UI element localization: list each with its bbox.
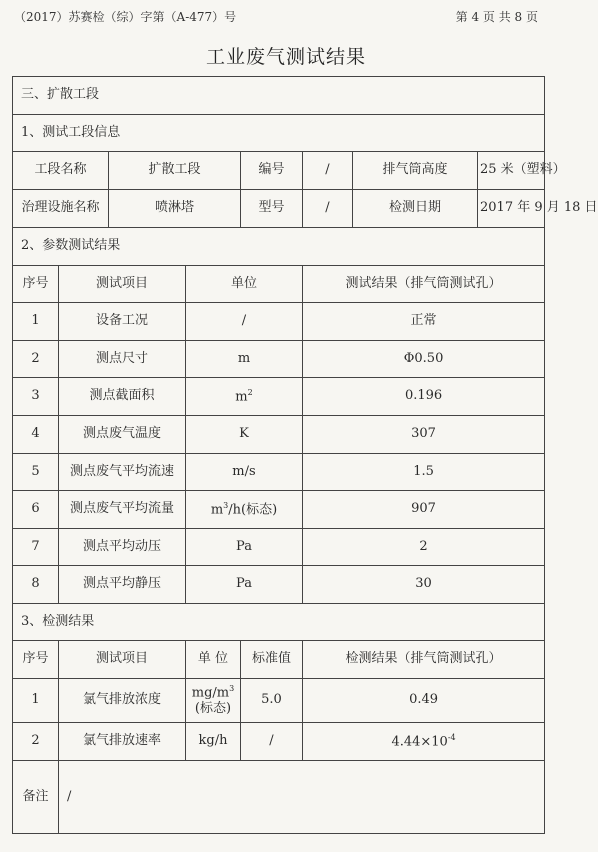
unit-superscript: 3 [229, 683, 235, 693]
cell-result: 907 [303, 491, 545, 529]
cell-unit [186, 679, 241, 723]
cell-no: 3 [13, 378, 59, 416]
section-row [13, 77, 545, 115]
result-header-row [13, 641, 545, 679]
unit-line2: (标态) [194, 701, 232, 717]
cell-result: 0.49 [303, 679, 545, 723]
cell-unit [186, 378, 303, 416]
label-date: 检测日期 [353, 190, 478, 228]
unit-base: m [210, 502, 224, 518]
label-facility: 治理设施名称 [13, 190, 109, 228]
cell-item: 测点废气平均流量 [59, 491, 186, 529]
cell-no: 2 [13, 723, 59, 761]
table-row [13, 454, 545, 491]
value-date: 2017 年 9 月 18 日 [478, 190, 545, 228]
cell-result: 0.196 [303, 378, 545, 416]
subsection-heading: 3、检测结果 [13, 604, 545, 641]
cell-item: 测点尺寸 [59, 341, 186, 378]
cell-standard: / [241, 723, 303, 761]
table-row [13, 723, 545, 761]
page-title: 工业废气测试结果 [205, 46, 366, 68]
col-header: 测试项目 [59, 266, 186, 303]
cell-unit: Pa [186, 529, 303, 566]
subsection-heading: 1、测试工段信息 [13, 115, 545, 152]
col-header: 标准值 [241, 641, 303, 679]
cell-no: 8 [13, 566, 59, 604]
cell-item: 测点截面积 [59, 378, 186, 416]
results-table [12, 76, 598, 834]
cell-result [303, 723, 545, 761]
col-header: 序号 [13, 266, 59, 303]
col-header: 测试结果（排气筒测试孔） [303, 266, 545, 303]
col-header: 单位 [186, 266, 303, 303]
remarks-row [13, 761, 545, 834]
cell-no: 7 [13, 529, 59, 566]
unit-base: m [235, 389, 248, 405]
cell-unit: / [186, 303, 303, 341]
table-row [13, 341, 545, 378]
remarks-label: 备注 [13, 761, 59, 834]
subsection-heading: 2、参数测试结果 [13, 228, 545, 266]
table-row [13, 491, 545, 529]
cell-item: 测点废气平均流速 [59, 454, 186, 491]
cell-unit: K [186, 416, 303, 454]
section-row [13, 228, 545, 266]
cell-unit: m [186, 341, 303, 378]
remarks-value: / [59, 761, 545, 834]
cell-result: 30 [303, 566, 545, 604]
cell-no: 1 [13, 679, 59, 723]
cell-result: 1.5 [303, 454, 545, 491]
cell-no: 2 [13, 341, 59, 378]
info-row [13, 152, 545, 190]
cell-result: 2 [303, 529, 545, 566]
value-model: / [303, 190, 353, 228]
cell-item: 氯气排放浓度 [59, 679, 186, 723]
value-facility: 喷淋塔 [109, 190, 241, 228]
label-stack-height: 排气筒高度 [353, 152, 478, 190]
cell-item: 设备工况 [59, 303, 186, 341]
label-model: 型号 [241, 190, 303, 228]
param-header-row [13, 266, 545, 303]
cell-no: 6 [13, 491, 59, 529]
cell-unit: m/s [186, 454, 303, 491]
result-base: 4.44×10 [391, 734, 448, 750]
document-number: （2017）苏赛检（综）字第（A-477）号 [14, 10, 237, 24]
cell-result: Φ0.50 [303, 341, 545, 378]
table-row [13, 679, 545, 723]
unit-base: mg/m [191, 684, 230, 700]
cell-result: 正常 [303, 303, 545, 341]
section-row [13, 604, 545, 641]
cell-item: 测点废气温度 [59, 416, 186, 454]
cell-item: 测点平均静压 [59, 566, 186, 604]
table-row [13, 529, 545, 566]
cell-no: 4 [13, 416, 59, 454]
cell-no: 1 [13, 303, 59, 341]
cell-standard: 5.0 [241, 679, 303, 723]
label-section-name: 工段名称 [13, 152, 109, 190]
cell-unit: kg/h [186, 723, 241, 761]
value-section-name: 扩散工段 [109, 152, 241, 190]
table-row [13, 378, 545, 416]
table-row [13, 566, 545, 604]
col-header: 序号 [13, 641, 59, 679]
unit-superscript: 2 [247, 387, 253, 397]
info-row [13, 190, 545, 228]
cell-result: 307 [303, 416, 545, 454]
value-stack-height: 25 米（塑料） [478, 152, 545, 190]
cell-no: 5 [13, 454, 59, 491]
col-header: 检测结果（排气筒测试孔） [303, 641, 545, 679]
section-heading: 三、扩散工段 [13, 77, 545, 115]
cell-unit: Pa [186, 566, 303, 604]
unit-tail: /h(标态) [228, 502, 278, 518]
cell-item: 氯气排放速率 [59, 723, 186, 761]
cell-unit [186, 491, 303, 529]
page-info: 第 4 页 共 8 页 [455, 10, 538, 24]
col-header: 测试项目 [59, 641, 186, 679]
label-code: 编号 [241, 152, 303, 190]
unit-superscript: 3 [223, 500, 229, 510]
value-code: / [303, 152, 353, 190]
table-row [13, 303, 545, 341]
result-exponent: -4 [447, 732, 456, 742]
col-header: 单 位 [186, 641, 241, 679]
cell-item: 测点平均动压 [59, 529, 186, 566]
table-row [13, 416, 545, 454]
section-row [13, 115, 545, 152]
